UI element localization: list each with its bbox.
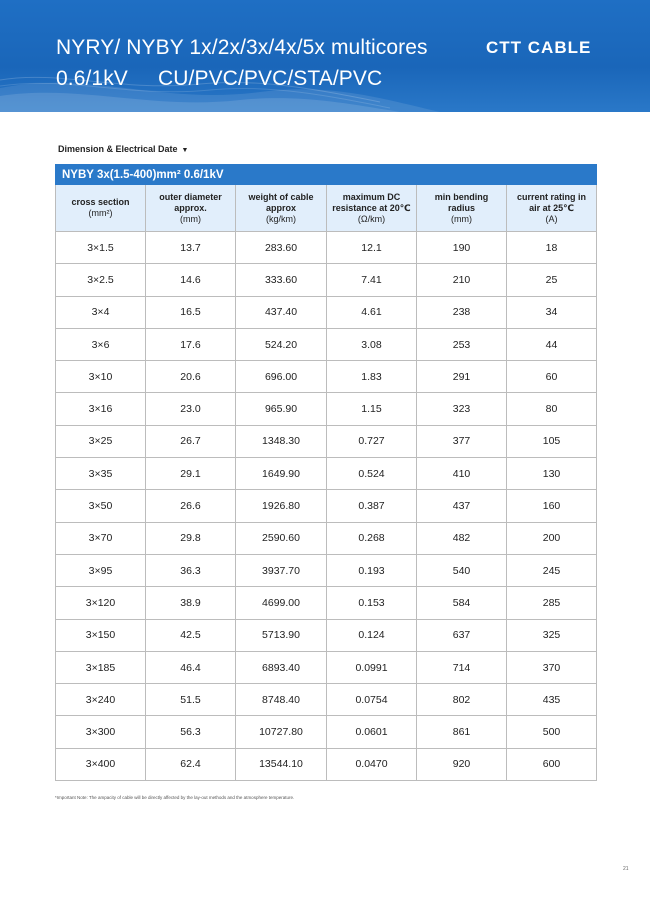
table-row [56,651,597,683]
cell-outer-diameter: 14.6 [146,264,236,296]
cell-cross-section: 3×185 [56,651,146,683]
cell-weight: 1348.30 [236,425,327,457]
cell-outer-diameter: 51.5 [146,684,236,716]
cell-outer-diameter: 13.7 [146,232,236,264]
table-row [56,587,597,619]
cell-bending-radius: 410 [417,458,507,490]
table-row [56,748,597,780]
cell-current-rating: 34 [507,296,597,328]
cell-weight: 8748.40 [236,684,327,716]
cell-weight: 283.60 [236,232,327,264]
page-header [0,0,650,112]
table-header-row [56,185,597,232]
cell-dc-resistance: 0.193 [327,554,417,586]
cell-weight: 6893.40 [236,651,327,683]
cell-dc-resistance: 0.727 [327,425,417,457]
page-title-construction: CU/PVC/PVC/STA/PVC [158,67,383,90]
cell-outer-diameter: 17.6 [146,328,236,360]
cell-bending-radius: 210 [417,264,507,296]
cell-dc-resistance: 0.0754 [327,684,417,716]
cell-current-rating: 130 [507,458,597,490]
table-row [56,232,597,264]
table-row [56,296,597,328]
cell-weight: 1649.90 [236,458,327,490]
cell-weight: 696.00 [236,361,327,393]
col-header-label: outer diameter [159,191,222,202]
cell-bending-radius: 323 [417,393,507,425]
cell-weight: 437.40 [236,296,327,328]
cell-current-rating: 160 [507,490,597,522]
cell-bending-radius: 802 [417,684,507,716]
cell-current-rating: 600 [507,748,597,780]
cell-dc-resistance: 4.61 [327,296,417,328]
cell-current-rating: 105 [507,425,597,457]
cell-bending-radius: 238 [417,296,507,328]
cell-weight: 2590.60 [236,522,327,554]
cell-dc-resistance: 0.0470 [327,748,417,780]
col-header-unit: (kg/km) [266,213,296,224]
cell-dc-resistance: 3.08 [327,328,417,360]
cell-outer-diameter: 38.9 [146,587,236,619]
col-header-label: air at 25℃ [529,202,574,213]
col-header-dc-resistance [327,185,417,232]
col-header-label: approx [265,202,296,213]
col-header-unit: (mm) [180,213,201,224]
col-header-unit: (Ω/km) [357,213,386,224]
triangle-down-icon: ▼ [181,147,189,154]
cell-weight: 13544.10 [236,748,327,780]
cell-bending-radius: 377 [417,425,507,457]
cell-current-rating: 80 [507,393,597,425]
col-header-label: min bending [434,191,489,202]
cell-outer-diameter: 26.6 [146,490,236,522]
cell-dc-resistance: 0.0991 [327,651,417,683]
cell-bending-radius: 540 [417,554,507,586]
cell-bending-radius: 437 [417,490,507,522]
cable-spec-table [55,164,597,781]
cell-weight: 965.90 [236,393,327,425]
cell-weight: 10727.80 [236,716,327,748]
footnote: *Important Note: The ampacity of cable will be directly affected by the lay-out methods and the atmosphere temperature. [55,795,295,800]
col-header-label: cross section [71,197,130,207]
cell-cross-section: 3×6 [56,328,146,360]
table-row [56,716,597,748]
cell-dc-resistance: 0.0601 [327,716,417,748]
cell-dc-resistance: 7.41 [327,264,417,296]
cell-outer-diameter: 62.4 [146,748,236,780]
cell-current-rating: 18 [507,232,597,264]
cell-outer-diameter: 23.0 [146,393,236,425]
col-header-label: current rating in [517,191,587,202]
cell-bending-radius: 584 [417,587,507,619]
col-header-cross-section [56,185,146,232]
col-header-outer-diameter [146,185,236,232]
cell-weight: 4699.00 [236,587,327,619]
cell-cross-section: 3×70 [56,522,146,554]
cell-cross-section: 3×2.5 [56,264,146,296]
cell-outer-diameter: 29.8 [146,522,236,554]
cell-cross-section: 3×25 [56,425,146,457]
cell-cross-section: 3×95 [56,554,146,586]
cell-bending-radius: 861 [417,716,507,748]
cell-bending-radius: 637 [417,619,507,651]
cell-dc-resistance: 0.387 [327,490,417,522]
table-caption: NYBY 3x(1.5-400)mm² 0.6/1kV [56,165,597,185]
cell-current-rating: 60 [507,361,597,393]
cell-current-rating: 325 [507,619,597,651]
section-heading [58,144,188,154]
cell-dc-resistance: 0.524 [327,458,417,490]
cell-outer-diameter: 46.4 [146,651,236,683]
page-title-voltage: 0.6/1kV [56,67,128,90]
col-header-label: resistance at 20℃ [332,202,411,213]
cell-dc-resistance: 0.153 [327,587,417,619]
cell-outer-diameter: 36.3 [146,554,236,586]
col-header-unit: (mm) [451,213,472,224]
cell-weight: 1926.80 [236,490,327,522]
table-row [56,328,597,360]
cell-current-rating: 500 [507,716,597,748]
cell-cross-section: 3×120 [56,587,146,619]
cell-cross-section: 3×150 [56,619,146,651]
cell-weight: 524.20 [236,328,327,360]
cell-dc-resistance: 0.124 [327,619,417,651]
cell-outer-diameter: 20.6 [146,361,236,393]
cell-cross-section: 3×16 [56,393,146,425]
table-row [56,554,597,586]
cell-outer-diameter: 56.3 [146,716,236,748]
cell-bending-radius: 253 [417,328,507,360]
page-number: 21 [623,866,629,872]
cell-current-rating: 200 [507,522,597,554]
cell-outer-diameter: 26.7 [146,425,236,457]
cell-bending-radius: 482 [417,522,507,554]
cell-weight: 3937.70 [236,554,327,586]
cell-cross-section: 3×300 [56,716,146,748]
cell-outer-diameter: 29.1 [146,458,236,490]
table-row [56,425,597,457]
table-row [56,684,597,716]
table-row [56,458,597,490]
table-row [56,264,597,296]
cell-current-rating: 25 [507,264,597,296]
brand-logo: CTT CABLE [486,38,592,57]
col-header-unit: (mm²) [88,208,113,218]
cell-current-rating: 245 [507,554,597,586]
cell-current-rating: 370 [507,651,597,683]
col-header-bending-radius [417,185,507,232]
table-body [56,232,597,781]
cell-cross-section: 3×4 [56,296,146,328]
col-header-weight [236,185,327,232]
table-row [56,393,597,425]
col-header-label: radius [447,202,475,213]
col-header-current-rating [507,185,597,232]
cell-bending-radius: 291 [417,361,507,393]
cell-weight: 5713.90 [236,619,327,651]
cell-cross-section: 3×50 [56,490,146,522]
cell-bending-radius: 714 [417,651,507,683]
cell-cross-section: 3×240 [56,684,146,716]
cell-bending-radius: 920 [417,748,507,780]
cell-cross-section: 3×400 [56,748,146,780]
cell-current-rating: 44 [507,328,597,360]
cell-outer-diameter: 16.5 [146,296,236,328]
table-row [56,619,597,651]
cell-dc-resistance: 0.268 [327,522,417,554]
cell-cross-section: 3×1.5 [56,232,146,264]
cell-dc-resistance: 12.1 [327,232,417,264]
table-row [56,490,597,522]
page-title-line1: NYRY/ NYBY 1x/2x/3x/4x/5x multicores [56,36,428,59]
col-header-unit: (A) [545,213,558,224]
cell-outer-diameter: 42.5 [146,619,236,651]
table-row [56,361,597,393]
cell-cross-section: 3×10 [56,361,146,393]
cell-cross-section: 3×35 [56,458,146,490]
col-header-label: maximum DC [342,191,401,202]
cell-dc-resistance: 1.15 [327,393,417,425]
col-header-label: weight of cable [248,191,314,202]
cell-current-rating: 285 [507,587,597,619]
table-row [56,522,597,554]
cell-weight: 333.60 [236,264,327,296]
cell-dc-resistance: 1.83 [327,361,417,393]
col-header-label: approx. [174,202,207,213]
section-heading-text: Dimension & Electrical Date [58,144,178,154]
cell-current-rating: 435 [507,684,597,716]
cell-bending-radius: 190 [417,232,507,264]
